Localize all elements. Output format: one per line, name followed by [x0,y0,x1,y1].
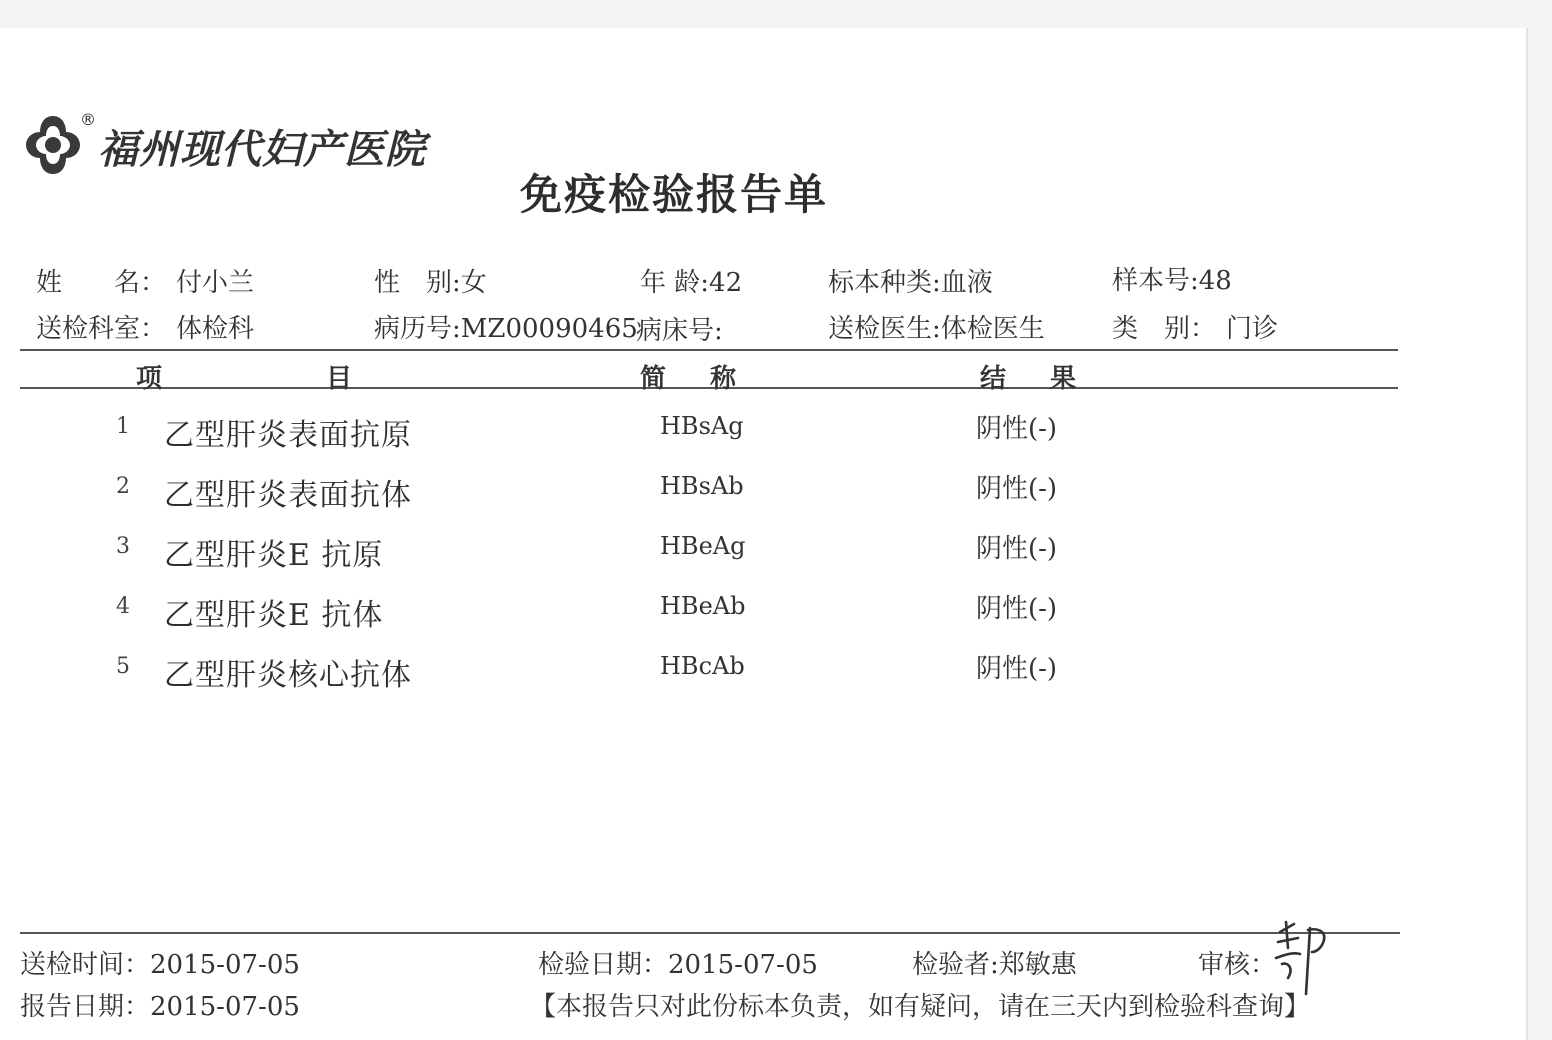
patient-gender: 性 别:女 [374,268,487,298]
test-result: 阴性(-) [976,534,1058,564]
category: 门诊 [1226,314,1279,344]
hospital-name: 福州现代妇产医院 [98,126,426,173]
category-label: 类 别： [1112,314,1217,344]
row-number: 4 [116,594,130,619]
submit-time: 送检时间：2015-07-05 [20,950,300,980]
report-title: 免疫检验报告单 [520,170,829,219]
test-name: 乙型肝炎E 抗体 [164,598,384,633]
header-top-rule [20,349,1398,351]
header-item-1: 项 [136,364,163,394]
row-number: 2 [116,474,130,499]
bed-number: 病床号: [636,316,723,346]
row-number: 5 [116,654,130,679]
row-number: 1 [116,414,130,439]
specimen-type: 标本种类:血液 [828,268,993,298]
test-abbreviation: HBcAb [660,652,745,680]
header-result-1: 结 [980,364,1007,394]
header-abbr-2: 称 [710,364,737,394]
disclaimer-notice: 【本报告只对此份标本负责，如有疑问，请在三天内到检验科查询】 [530,992,1311,1022]
registered-mark: ® [80,110,96,129]
row-number: 3 [116,534,130,559]
tester: 检验者:郑敏惠 [912,950,1077,980]
department: 体检科 [176,314,255,344]
hospital-logo-icon [22,112,84,178]
patient-name-label: 姓 名： [36,268,167,298]
requesting-doctor: 送检医生:体检医生 [828,314,1045,344]
test-abbreviation: HBsAg [660,412,744,440]
header-abbr-1: 简 [640,364,667,394]
test-name: 乙型肝炎表面抗体 [164,478,412,513]
test-name: 乙型肝炎E 抗原 [164,538,384,573]
sample-number: 样本号:48 [1112,266,1232,296]
record-number: 病历号:MZ00090465 [374,314,638,344]
header-result-2: 果 [1050,364,1077,394]
test-name: 乙型肝炎核心抗体 [164,658,412,693]
test-result: 阴性(-) [976,654,1058,684]
test-abbreviation: HBsAb [660,472,744,500]
reviewer-label: 审核： [1198,950,1277,980]
patient-name: 付小兰 [176,268,255,298]
reviewer-signature [1272,918,1334,996]
test-abbreviation: HBeAg [660,532,746,560]
test-result: 阴性(-) [976,474,1058,504]
test-result: 阴性(-) [976,594,1058,624]
header-item-2: 目 [326,364,353,394]
header-bottom-rule [20,387,1398,389]
test-name: 乙型肝炎表面抗原 [164,418,412,453]
test-date: 检验日期：2015-07-05 [538,950,818,980]
patient-age: 年 龄:42 [640,268,743,298]
test-result: 阴性(-) [976,414,1058,444]
department-label: 送检科室： [36,314,167,344]
footer-rule [20,932,1400,934]
test-abbreviation: HBeAb [660,592,746,620]
report-date: 报告日期：2015-07-05 [20,992,300,1022]
